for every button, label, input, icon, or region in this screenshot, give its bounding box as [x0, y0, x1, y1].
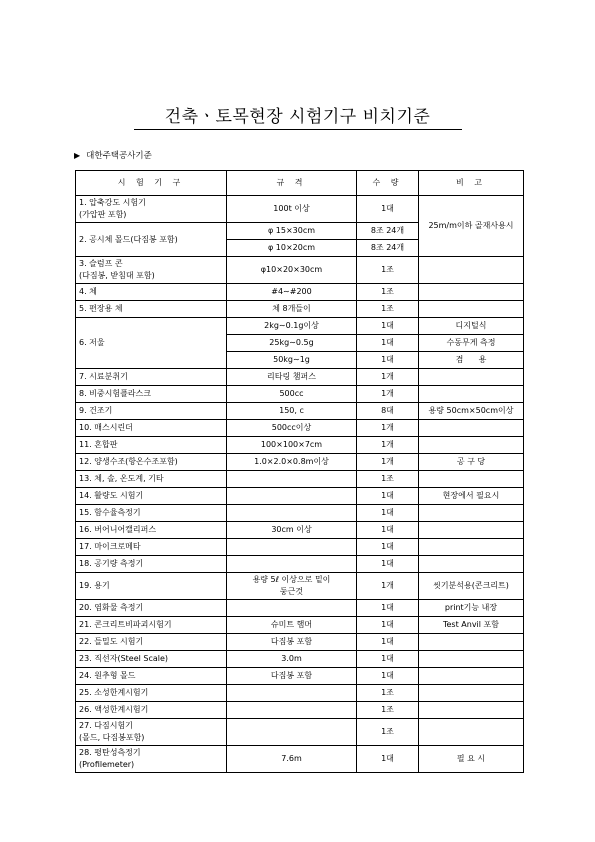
table-row	[76, 301, 524, 318]
item-name: 9. 건조기	[76, 403, 227, 420]
item-spec: 500cc	[227, 386, 357, 403]
item-name: 8. 비중시험플라스크	[76, 386, 227, 403]
table-header-row	[76, 171, 524, 196]
header-qty: 수 량	[357, 171, 419, 196]
item-spec	[227, 488, 357, 505]
item-qty: 1조	[357, 719, 419, 746]
table-row	[76, 284, 524, 301]
page-title: 건축ㆍ토목현장 시험기구 비치기준	[164, 107, 431, 127]
item-spec: 다짐봉 포함	[227, 634, 357, 651]
item-name	[76, 746, 227, 773]
table-row	[76, 651, 524, 668]
item-qty: 1개	[357, 369, 419, 386]
item-qty: 1대	[357, 634, 419, 651]
title-underline	[134, 129, 462, 130]
equipment-table	[75, 170, 524, 773]
item-qty: 1대	[357, 617, 419, 634]
item-note: 수동무게 측정	[419, 335, 524, 352]
item-note	[419, 556, 524, 573]
item-name-line: 28. 평탄성측정기	[79, 748, 141, 757]
header-name: 시 험 기 구	[76, 171, 227, 196]
item-spec: 다짐봉 포함	[227, 668, 357, 685]
item-note	[419, 634, 524, 651]
item-qty: 1대	[357, 746, 419, 773]
item-name: 21. 콘크리트비파괴시험기	[76, 617, 227, 634]
table-row	[76, 668, 524, 685]
item-qty: 1대	[357, 335, 419, 352]
item-qty: 1대	[357, 556, 419, 573]
item-name: 19. 용기	[76, 573, 227, 600]
table-row	[76, 454, 524, 471]
item-name: 16. 버어니어캘리퍼스	[76, 522, 227, 539]
item-spec	[227, 719, 357, 746]
table-row	[76, 257, 524, 284]
item-note: Test Anvil 포함	[419, 617, 524, 634]
table-row	[76, 573, 524, 600]
section-note	[74, 149, 152, 161]
item-name-line: 27. 다짐시험기	[79, 721, 133, 730]
item-name: 2. 공시체 몰드(다짐봉 포함)	[76, 223, 227, 257]
table-row	[76, 403, 524, 420]
item-name: 10. 매스시린더	[76, 420, 227, 437]
item-spec: 50kg∼1g	[227, 352, 357, 369]
table-row	[76, 617, 524, 634]
item-name-line: (Profilemeter)	[79, 760, 135, 769]
item-note	[419, 505, 524, 522]
item-qty: 1대	[357, 651, 419, 668]
item-spec	[227, 556, 357, 573]
item-qty: 1대	[357, 505, 419, 522]
table-row	[76, 685, 524, 702]
item-name	[76, 196, 227, 223]
item-name: 4. 체	[76, 284, 227, 301]
item-spec: 7.6m	[227, 746, 357, 773]
item-name: 11. 혼합판	[76, 437, 227, 454]
table-row	[76, 420, 524, 437]
item-spec: 25kg∼0.5g	[227, 335, 357, 352]
item-qty: 1조	[357, 257, 419, 284]
item-note	[419, 668, 524, 685]
item-qty: 1대	[357, 668, 419, 685]
item-spec: 2kg∼0.1g이상	[227, 318, 357, 335]
item-qty: 1대	[357, 318, 419, 335]
table-row	[76, 386, 524, 403]
item-spec: 100×100×7cm	[227, 437, 357, 454]
item-spec: φ 10×20cm	[227, 240, 357, 257]
table-row	[76, 522, 524, 539]
item-qty: 1대	[357, 539, 419, 556]
section-note-text: 대한주택공사기준	[86, 151, 152, 161]
item-name: 26. 액성한계시험기	[76, 702, 227, 719]
item-name: 23. 직선자(Steel Scale)	[76, 651, 227, 668]
item-spec-line: 둥근것	[279, 587, 304, 596]
item-spec: 30cm 이상	[227, 522, 357, 539]
item-name: 25. 소성한계시험기	[76, 685, 227, 702]
table-row	[76, 471, 524, 488]
item-note	[419, 257, 524, 284]
item-qty: 1대	[357, 488, 419, 505]
item-note	[419, 420, 524, 437]
item-name: 18. 공기량 측정기	[76, 556, 227, 573]
table-row	[76, 505, 524, 522]
item-note	[419, 301, 524, 318]
item-name-line: (몰드, 다짐봉포함)	[79, 733, 145, 742]
item-qty: 1조	[357, 284, 419, 301]
item-spec: φ10×20×30cm	[227, 257, 357, 284]
triangle-bullet-icon: ▶	[74, 151, 81, 160]
item-note	[419, 386, 524, 403]
table-row	[76, 556, 524, 573]
item-note: 공 구 당	[419, 454, 524, 471]
item-note	[419, 539, 524, 556]
item-name: 6. 저울	[76, 318, 227, 369]
item-qty: 1개	[357, 454, 419, 471]
table-row	[76, 369, 524, 386]
item-spec: 150, c	[227, 403, 357, 420]
item-qty: 8조 24개	[357, 240, 419, 257]
item-spec: 100t 이상	[227, 196, 357, 223]
item-spec	[227, 600, 357, 617]
table-row	[76, 488, 524, 505]
table-row	[76, 702, 524, 719]
item-spec	[227, 685, 357, 702]
item-name: 12. 양생수조(항온수조포함)	[76, 454, 227, 471]
item-spec-line: 용량 5ℓ 이상으로 밑이	[252, 575, 331, 584]
item-qty: 1조	[357, 301, 419, 318]
item-spec: 500cc이상	[227, 420, 357, 437]
item-note	[419, 522, 524, 539]
item-note	[419, 437, 524, 454]
item-spec	[227, 471, 357, 488]
item-name	[76, 257, 227, 284]
item-spec: #4∼#200	[227, 284, 357, 301]
item-qty: 1개	[357, 437, 419, 454]
item-note: 현장에서 필요시	[419, 488, 524, 505]
item-note: 겸 용	[419, 352, 524, 369]
item-qty: 1개	[357, 386, 419, 403]
header-note: 비 고	[419, 171, 524, 196]
item-name: 7. 시료분취기	[76, 369, 227, 386]
item-name-line: (다짐봉, 받침대 포함)	[79, 271, 155, 280]
item-note: 디지털식	[419, 318, 524, 335]
item-note: 필 요 시	[419, 746, 524, 773]
table-row	[76, 539, 524, 556]
item-note: 25m/m이하 골재사용시	[419, 196, 524, 257]
item-spec: 체 8개들이	[227, 301, 357, 318]
item-name: 17. 마이크로메타	[76, 539, 227, 556]
item-note: 씻기분석용(콘크리트)	[419, 573, 524, 600]
table-row	[76, 600, 524, 617]
item-note	[419, 284, 524, 301]
item-note	[419, 719, 524, 746]
table-row	[76, 196, 524, 223]
item-note	[419, 702, 524, 719]
item-qty: 1개	[357, 573, 419, 600]
item-name	[76, 719, 227, 746]
item-name-line: (가압판 포함)	[79, 210, 127, 219]
item-note: 용량 50cm×50cm이상	[419, 403, 524, 420]
item-qty: 1조	[357, 702, 419, 719]
item-spec: 3.0m	[227, 651, 357, 668]
header-spec: 규 격	[227, 171, 357, 196]
item-name: 13. 체, 솔, 온도계, 기타	[76, 471, 227, 488]
item-note	[419, 651, 524, 668]
item-qty: 8조 24개	[357, 223, 419, 240]
item-qty: 1조	[357, 471, 419, 488]
item-note: print기능 내장	[419, 600, 524, 617]
item-name: 22. 들밀도 시험기	[76, 634, 227, 651]
item-qty: 1대	[357, 196, 419, 223]
item-note	[419, 685, 524, 702]
item-spec: 슈미트 햄머	[227, 617, 357, 634]
item-spec	[227, 573, 357, 600]
item-note	[419, 471, 524, 488]
item-qty: 1대	[357, 600, 419, 617]
item-spec: φ 15×30cm	[227, 223, 357, 240]
item-spec	[227, 702, 357, 719]
item-name-line: 3. 슬럼프 콘	[79, 259, 123, 268]
item-qty: 1대	[357, 352, 419, 369]
item-spec: 1.0×2.0×0.8m이상	[227, 454, 357, 471]
table-row	[76, 318, 524, 335]
item-name: 14. 활량도 시험기	[76, 488, 227, 505]
item-qty: 1조	[357, 685, 419, 702]
item-qty: 8대	[357, 403, 419, 420]
item-spec	[227, 505, 357, 522]
item-spec	[227, 539, 357, 556]
table-row	[76, 437, 524, 454]
item-name: 24. 원추형 몰드	[76, 668, 227, 685]
item-name-line: 1. 압축강도 시험기	[79, 198, 146, 207]
item-name: 15. 함수율측정기	[76, 505, 227, 522]
table-row	[76, 634, 524, 651]
item-name: 20. 염화물 측정기	[76, 600, 227, 617]
item-name: 5. 편장용 체	[76, 301, 227, 318]
table-row	[76, 719, 524, 746]
item-qty: 1개	[357, 420, 419, 437]
item-note	[419, 369, 524, 386]
item-spec: 리타링 챔퍼스	[227, 369, 357, 386]
item-qty: 1대	[357, 522, 419, 539]
table-row	[76, 746, 524, 773]
